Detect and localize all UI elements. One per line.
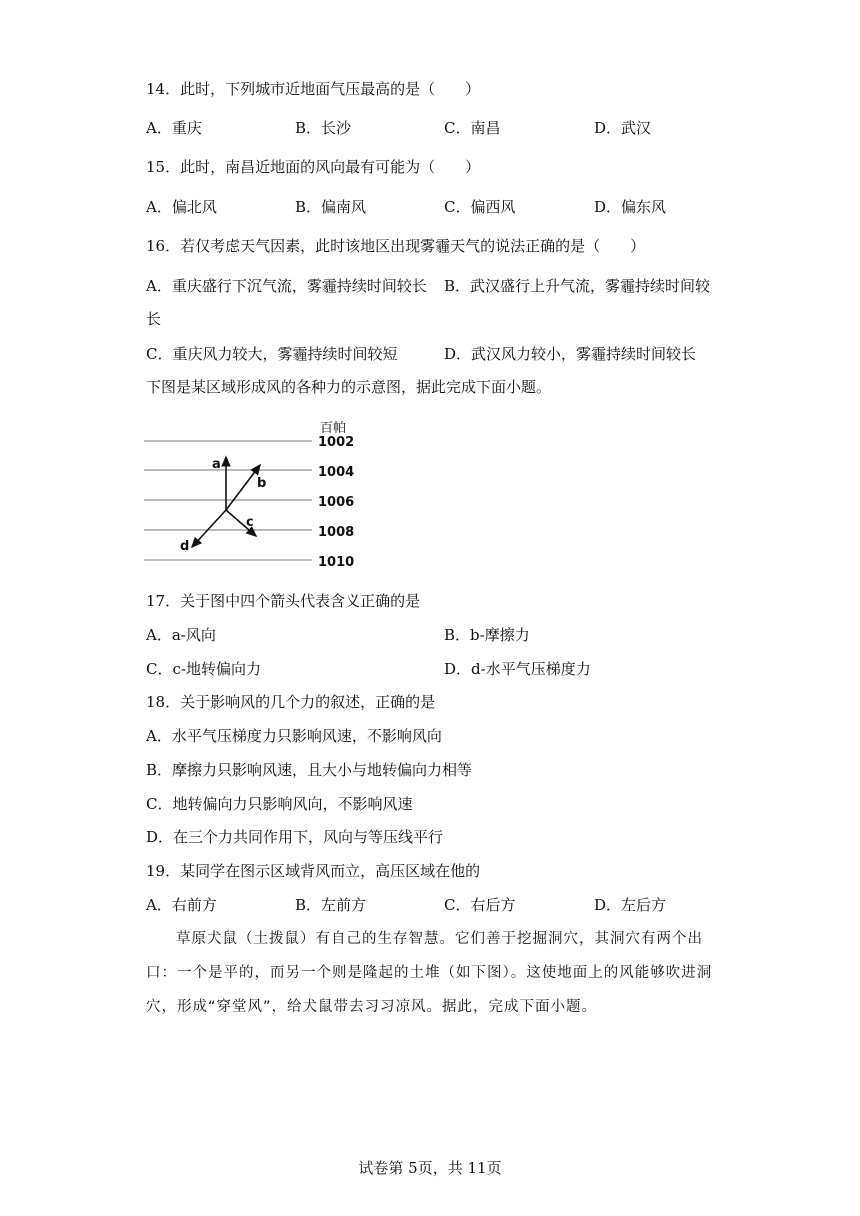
question-16-stem: 16．若仅考虑天气因素，此时该地区出现雾霾天气的说法正确的是（ ） xyxy=(146,237,646,255)
page-footer: 试卷第 5页，共 11页 xyxy=(358,1159,502,1177)
arrow-d-label: d xyxy=(180,539,190,554)
isobar-label: 1006 xyxy=(318,495,355,510)
q17-option-c: C．c-地转偏向力 xyxy=(146,660,261,678)
q16-option-b: B．武汉盛行上升气流，雾霾持续时间较 xyxy=(444,277,711,295)
isobar-label: 1004 xyxy=(318,465,355,480)
isobar-label: 1002 xyxy=(318,435,355,450)
arrow-a-label: a xyxy=(212,457,221,472)
question-17-stem: 17．关于图中四个箭头代表含义正确的是 xyxy=(146,592,421,610)
question-15-stem: 15．此时，南昌近地面的风向最有可能为（ ） xyxy=(146,158,481,176)
q16-option-d: D．武汉风力较小，雾霾持续时间较长 xyxy=(444,345,697,363)
question-14-stem: 14．此时，下列城市近地面气压最高的是（ ） xyxy=(146,80,481,98)
q15-option-c: C．偏西风 xyxy=(444,198,516,216)
q18-option-d: D．在三个力共同作用下，风向与等压线平行 xyxy=(146,828,444,846)
q14-option-c: C．南昌 xyxy=(444,119,501,137)
passage-paragraph: 草原犬鼠（土拨鼠）有自己的生存智慧。它们善于挖掘洞穴，其洞穴有两个出口：一个是平的，而另一个则是隆起的土堆（如下图）。这使地面上的风能够吹进洞穴，形成“穿堂风”，给犬鼠带去习习凉风。据此，完成下面小题。 xyxy=(146,931,713,1015)
q15-option-a: A．偏北风 xyxy=(146,198,217,216)
isobar-label: 1008 xyxy=(318,525,355,540)
wind-force-diagram xyxy=(140,415,370,575)
arrow-b xyxy=(226,465,260,510)
q18-option-b: B．摩擦力只影响风速，且大小与地转偏向力相等 xyxy=(146,761,473,779)
q19-option-c: C．右后方 xyxy=(444,896,516,914)
q17-option-d: D．d-水平气压梯度力 xyxy=(444,660,591,678)
question-19-stem: 19．某同学在图示区域背风而立，高压区域在他的 xyxy=(146,862,481,880)
q17-option-a: A．a-风向 xyxy=(146,626,216,644)
q14-option-a: A．重庆 xyxy=(146,119,202,137)
q18-option-c: C．地转偏向力只影响风向，不影响风速 xyxy=(146,795,413,813)
unit-label: 百帕 xyxy=(320,421,347,436)
q15-option-b: B．偏南风 xyxy=(295,198,367,216)
arrow-d xyxy=(192,510,226,547)
q16-option-a: A．重庆盛行下沉气流，雾霾持续时间较长 xyxy=(146,277,427,295)
arrow-c-label: c xyxy=(246,515,254,530)
q17-option-b: B．b-摩擦力 xyxy=(444,626,530,644)
q19-option-b: B．左前方 xyxy=(295,896,367,914)
q14-option-b: B．长沙 xyxy=(295,119,352,137)
q14-option-d: D．武汉 xyxy=(594,119,652,137)
q16-option-b-continued: 长 xyxy=(146,310,162,328)
q19-option-a: A．右前方 xyxy=(146,896,217,914)
q15-option-d: D．偏东风 xyxy=(594,198,667,216)
q16-option-c: C．重庆风力较大，雾霾持续时间较短 xyxy=(146,345,398,363)
q19-option-d: D．左后方 xyxy=(594,896,667,914)
isobar-label: 1010 xyxy=(318,555,355,570)
figure-intro: 下图是某区域形成风的各种力的示意图，据此完成下面小题。 xyxy=(146,378,552,396)
question-18-stem: 18．关于影响风的几个力的叙述，正确的是 xyxy=(146,693,436,711)
arrow-b-label: b xyxy=(257,476,267,491)
q18-option-a: A．水平气压梯度力只影响风速，不影响风向 xyxy=(146,727,442,745)
